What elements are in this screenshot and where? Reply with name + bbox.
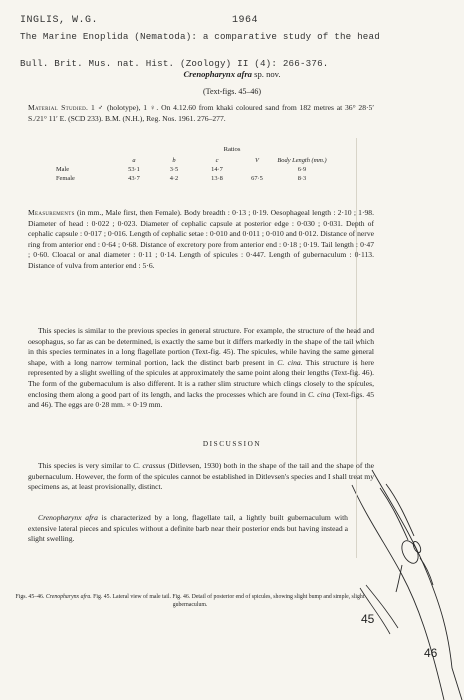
caption-species: Crenopharynx afra. <box>45 594 92 600</box>
ratios-row-label: Male <box>56 166 70 173</box>
ratios-row-label: Female <box>56 175 75 182</box>
species-ref: C. crassus <box>133 461 166 470</box>
species-ref: Crenopharynx afra <box>38 513 98 522</box>
ratios-cell: 53·1 <box>128 166 140 173</box>
caption-prefix: Figs. 45–46. <box>15 594 45 600</box>
ratios-cell: 13·8 <box>211 175 223 182</box>
ratios-cell: 14·7 <box>211 166 223 173</box>
ratios-cell <box>240 165 274 174</box>
ratios-cell: 43·7 <box>128 175 140 182</box>
ratios-header: a <box>132 157 136 164</box>
measurements-paragraph <box>28 208 374 272</box>
citation-journal: Bull. Brit. Mus. nat. Hist. (Zoology) II (4): 266-376. <box>20 58 329 69</box>
species-heading <box>0 69 464 79</box>
description-paragraph <box>28 326 374 411</box>
material-heading: Material Studied. <box>28 103 89 112</box>
discussion-text: (Ditlevsen, 1930) both in the shape of the tail and the shape of the gubernaculum. However, the form of the spicules cannot be established in Ditlevsen's species and I shall treat my specimens as, at least provisionally, distinct. <box>28 461 374 492</box>
ratios-cell: 4·2 <box>169 175 179 182</box>
material-text: 1 ♂ (holotype), 1 ♀. On 4.12.60 from khaki coloured sand from 182 metres at 36° 28·5′ S./21° 11′ E. (SCD 233). B.M. (N.H.), Reg. Nos. 1961. 276–277. <box>28 103 374 123</box>
ratios-cell: 3·5 <box>169 166 179 173</box>
figure-label-46: 46 <box>424 646 438 660</box>
ratios-table <box>56 156 330 183</box>
ratios-header: Body Length (mm.) <box>277 157 327 164</box>
ratios-cell: 6·9 <box>297 166 307 173</box>
ratios-header-row <box>56 156 330 165</box>
discussion-text: This species is very similar to <box>38 461 134 470</box>
ratios-row-female <box>56 174 330 183</box>
description-text: This species is similar to the previous species in general structure. For example, the structure of the head and oesophagus, so far as can be determined, is exactly the same but it differs markedly in the shape of the tail which in this species terminates in a long flagellate portion (Text-fig. 45). The spicules, while having the same general shape, with a long narrow terminal portion, lack the distinct barb present in <box>28 326 374 367</box>
description-text: (Text-figs. 45 and 46). The eggs are 0·28 mm. × 0·19 mm. <box>28 389 375 410</box>
measurements-text: (in mm., Male first, then Female). Body breadth : 0·13 ; 0·19. Oesophageal length : 2·10 ; 1·98. Diameter of head : 0·022 ; 0·023. Diameter of cephalic capsule at posterior edge : 0·030 ; 0·031. Depth of cephalic capsule : 0·017 ; 0·016. Length of cephalic setae : 0·010 and 0·011 ; 0·010 and 0·012. Distance of nerve ring from anterior end : 0·64 ; 0·68. Distance of excretory pore from anterior end : 0·18 ; 0·19. Tail length : 0·47 ; 0·60. Cloacal or anal diameter : 0·11 ; 0·14. Length of spicules : 0·447. Length of gubernaculum : 0·113. Distance of vulva from anterior end : 5·6. <box>28 208 374 270</box>
discussion-paragraph-1 <box>28 461 374 493</box>
figure-label-45: 45 <box>361 612 375 626</box>
ratios-header: c <box>215 157 219 164</box>
species-ref: C. cina <box>307 389 331 399</box>
material-studied-paragraph <box>28 103 374 124</box>
citation-year: 1964 <box>232 15 259 26</box>
measurements-heading: Measurements <box>28 208 75 217</box>
citation-author: INGLIS, W.G. <box>20 15 99 26</box>
species-suffix: sp. nov. <box>254 69 281 79</box>
discussion-text: is characterized by a long, flagellate tail, a lightly built gubernaculum with extensive lateral pieces and spicules without a definite barb near their posterior ends but having instead a slight swelling. <box>28 513 348 544</box>
ratios-header: V <box>255 157 259 164</box>
ratios-title: Ratios <box>223 146 241 153</box>
ratios-header: b <box>172 157 176 164</box>
ratios-cell: 67·5 <box>251 175 263 182</box>
species-ref: C. cina <box>277 357 301 367</box>
citation-title: The Marine Enoplida (Nematoda): a comparative study of the head <box>20 31 380 42</box>
text-figs-ref: (Text-figs. 45–46) <box>202 87 262 96</box>
discussion-heading: DISCUSSION <box>202 440 262 448</box>
species-name: Crenopharynx afra <box>183 69 252 79</box>
ratios-row-male <box>56 165 330 174</box>
ratios-cell: 8·3 <box>297 175 307 182</box>
figure-caption <box>14 594 366 609</box>
caption-text: Fig. 45. Lateral view of male tail. Fig. 46. Detail of posterior end of spicules, showing slight bump and simple, slight gubernaculum. <box>93 594 365 608</box>
discussion-paragraph-2 <box>28 513 348 545</box>
description-text: . This structure is here represented by a slight swelling of the spicules at approximately the same point along their lengths (Text-fig. 46). The form of the gubernaculum is also different. It is a rather slim structure which clings closely to the spicules, enclosing them along a good part of its length, and lacks the processes which are found in <box>28 357 375 399</box>
